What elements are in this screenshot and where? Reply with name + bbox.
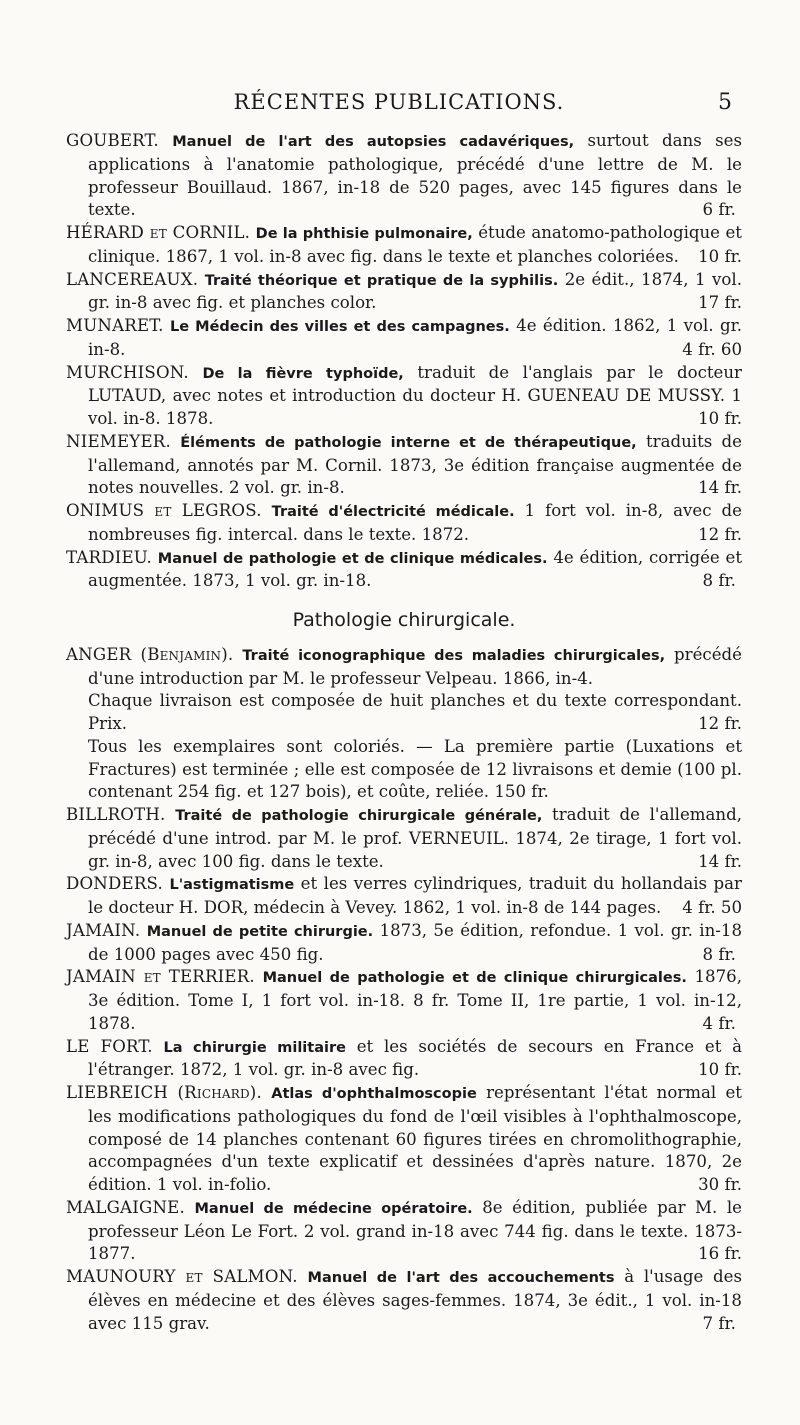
catalogue-entry <box>66 966 742 1035</box>
entry-author: NIEMEYER. <box>66 431 171 451</box>
entry-price: 4 fr. 50 <box>682 898 742 917</box>
catalogue-content <box>66 130 742 1335</box>
catalogue-entry <box>66 804 742 873</box>
entry-title: Manuel de pathologie et de clinique chirurgicales. <box>262 970 687 987</box>
entry-price: 10 fr. <box>698 246 742 266</box>
entry-title: La chirurgie militaire <box>163 1039 346 1056</box>
section-heading: Pathologie chirurgicale. <box>292 609 516 631</box>
entry-description: étude anatomo-pathologique et clinique. 1867, 1 vol. in-8 avec fig. dans le texte et planches coloriées. <box>88 223 742 266</box>
entry-price: 10 fr. <box>698 1060 742 1080</box>
entry-description: traduits de l'allemand, annotés par M. Cornil. 1873, 3e édition française augmentée de notes nouvelles. 2 vol. gr. in-8. <box>88 431 742 498</box>
entry-description: 1873, 5e édition, refondue. 1 vol. gr. in-18 de 1000 pages avec 450 fig. <box>88 920 742 964</box>
entry-author: MALGAIGNE. <box>66 1197 185 1217</box>
entry-description: traduit de l'anglais par le docteur LUTAUD, avec notes et introduction du docteur H. GUENEAU DE MUSSY. 1 vol. in-8. 1878. <box>88 362 742 428</box>
entry-price: 8 fr. <box>702 571 736 591</box>
page-header <box>66 90 732 120</box>
entry-description: à l'usage des élèves en médecine et des élèves sages-femmes. 1874, 3e édit., 1 vol. in-18 avec 115 grav. <box>88 1267 742 1333</box>
entry-note <box>66 690 742 736</box>
entry-title: Traité théorique et pratique de la syphilis. <box>204 272 559 289</box>
entry-description: 1 fort vol. in-8, avec de nombreuses fig. intercal. dans le texte. 1872. <box>88 501 742 544</box>
entry-price: 16 fr. <box>698 1244 742 1264</box>
entry-title: Traité de pathologie chirurgicale générale, <box>175 808 543 824</box>
entry-description: et les sociétés de secours en France et à l'étranger. 1872, 1 vol. gr. in-8 avec fig. <box>88 1036 743 1080</box>
entry-description: 1876, 3e édition. Tome I, 1 fort vol. in-18. 8 fr. Tome II, 1re partie, 1 vol. in-12, 1878. <box>88 967 743 1033</box>
entry-description: 4e édition, corrigée et augmentée. 1873, 1 vol. gr. in-18. <box>88 547 743 591</box>
entry-price: 12 fr. <box>698 524 742 544</box>
entry-price: 7 fr. <box>702 1313 736 1333</box>
entry-author: ANGER (Benjamin). <box>66 644 234 664</box>
entry-price: 30 fr. <box>698 1175 742 1194</box>
entry-price: 8 fr. <box>702 944 736 964</box>
entry-description: surtout dans ses applications à l'anatomie pathologique, précédé d'une lettre de M. le professeur Bouillaud. 1867, in-18 de 520 pages, avec 145 figures dans le texte. <box>88 131 743 220</box>
entry-author: MAUNOURY et SALMON. <box>66 1267 298 1286</box>
catalogue-entry <box>66 873 742 920</box>
catalogue-entry <box>66 222 742 269</box>
entry-author: DONDERS. <box>66 874 163 894</box>
entry-price: 4 fr. 60 <box>682 339 742 359</box>
catalogue-entry <box>66 1266 742 1335</box>
catalogue-entry <box>66 315 742 362</box>
entry-title: L'astigmatisme <box>169 877 295 894</box>
entry-title: Manuel de médecine opératoire. <box>194 1200 473 1217</box>
entry-title: Manuel de l'art des autopsies cadavériques, <box>172 134 575 150</box>
page-number: 5 <box>718 90 732 115</box>
entry-title: Traité d'électricité médicale. <box>271 504 515 520</box>
entry-author: MUNARET. <box>66 316 164 335</box>
catalogue-entry <box>66 362 742 431</box>
entry-description: 8e édition, publiée par M. le professeur Léon Le Fort. 2 vol. grand in-18 avec 744 fig. dans le texte. 1873-1877. <box>88 1197 742 1264</box>
entry-description: représentant l'état normal et les modifications pathologiques du fond de l'œil visibles à l'ophthalmoscope, composé de 14 planches contenant 60 figures tirées en chromolithographie, accompagnées d'un texte explicatif et dessinées d'après nature. 1870, 2e édition. 1 vol. in-folio. <box>88 1083 742 1194</box>
entry-title: Éléments de pathologie interne et de thérapeutique, <box>180 434 637 451</box>
entry-description: 4e édition. 1862, 1 vol. gr. in-8. <box>88 316 742 359</box>
catalogue-entry <box>66 269 742 316</box>
entry-note <box>66 736 742 804</box>
entry-title: Traité iconographique des maladies chirurgicales, <box>242 647 666 664</box>
entry-note-text: Tous les exemplaires sont coloriés. — La première partie (Luxations et Fractures) est terminée ; elle est composée de 12 livraisons et demie (100 pl. contenant 254 fig. et 127 bois), et coûte, reliée. 150 fr. <box>88 736 742 802</box>
entry-price: 6 fr. <box>702 200 736 220</box>
entry-author: JAMAIN. <box>66 920 141 940</box>
catalogue-entry <box>66 644 742 691</box>
entry-description: précédé d'une introduction par M. le professeur Velpeau. 1866, in-4. <box>88 644 742 688</box>
catalogue-entry <box>66 920 742 967</box>
catalogue-entry <box>66 130 742 222</box>
entry-author: LIEBREICH (Richard). <box>66 1083 262 1102</box>
entry-author: BILLROTH. <box>66 805 166 824</box>
entry-author: MURCHISON. <box>66 362 189 382</box>
catalogue-entry <box>66 500 742 547</box>
catalogue-entry <box>66 1036 742 1083</box>
entry-title: Le Médecin des villes et des campagnes. <box>169 319 510 335</box>
entry-description: traduit de l'allemand, précédé d'une introd. par M. le prof. VERNEUIL. 1874, 2e tirage, 1 fort vol. gr. in-8, avec 100 fig. dans le texte. <box>88 805 743 871</box>
entry-price: 14 fr. <box>698 851 742 871</box>
entry-title: De la fièvre typhoïde, <box>202 365 404 382</box>
entry-author: LANCEREAUX. <box>66 269 199 289</box>
section-internal-pathology <box>66 130 742 593</box>
entry-price: 14 fr. <box>698 478 742 498</box>
catalogue-entry <box>66 1082 742 1197</box>
entry-title: Atlas d'ophthalmoscopie <box>271 1086 477 1102</box>
entry-author: ONIMUS et LEGROS. <box>66 501 262 520</box>
entry-title: Manuel de l'art des accouchements <box>307 1270 615 1286</box>
entry-description: et les verres cylindriques, traduit du hollandais par le docteur H. DOR, médecin à Vevey. 1862, 1 vol. in-8 de 144 pages. <box>88 874 742 917</box>
catalogue-entry <box>66 431 742 500</box>
entry-price: 17 fr. <box>698 293 742 313</box>
entry-author: JAMAIN et TERRIER. <box>66 967 255 987</box>
entry-author: LE FORT. <box>66 1036 153 1056</box>
entry-title: Manuel de pathologie et de clinique médicales. <box>157 550 548 567</box>
entry-note-text: Chaque livraison est composée de huit planches et du texte correspondant. Prix. <box>88 691 742 733</box>
catalogue-entry <box>66 547 742 594</box>
entry-price: 4 fr. <box>702 1013 736 1033</box>
entry-author: HÉRARD et CORNIL. <box>66 223 251 242</box>
entry-author: GOUBERT. <box>66 131 159 150</box>
entry-description: 2e édit., 1874, 1 vol. gr. in-8 avec fig. et planches color. <box>88 269 742 313</box>
section-surgical-pathology <box>66 804 742 1335</box>
entry-author: TARDIEU. <box>66 547 152 567</box>
entry-title: De la phthisie pulmonaire, <box>255 226 473 242</box>
entry-title: Manuel de petite chirurgie. <box>146 923 374 940</box>
catalogue-entry <box>66 1197 742 1266</box>
entry-price: 10 fr. <box>698 409 742 428</box>
entry-price: 12 fr. <box>698 714 742 733</box>
running-title: RÉCENTES PUBLICATIONS. <box>233 90 565 114</box>
